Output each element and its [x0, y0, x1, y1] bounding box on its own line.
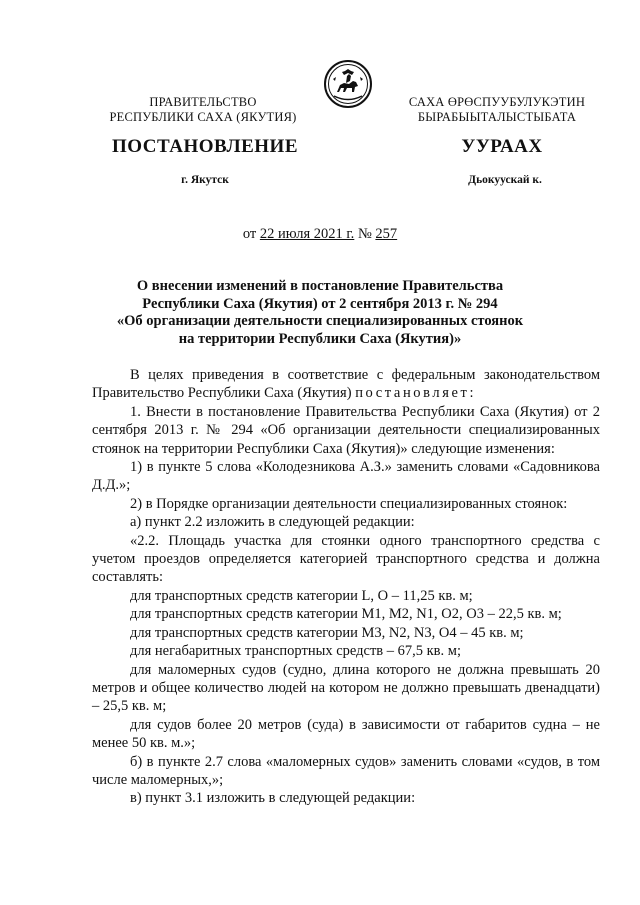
doc-type-russian: ПОСТАНОВЛЕНИЕ — [111, 136, 299, 157]
resolves-word: постановляет: — [355, 385, 477, 402]
issuer-line-2-yakut: БЫРАБЫЫТАЛЫСТЫБАТА — [417, 110, 577, 124]
preamble-text: В целях приведения в соответствие с федеральным законодательством Правительство Республики Саха (Якутия) — [92, 367, 600, 402]
paragraph-subitem-a: а) пункт 2.2 изложить в следующей редакции: — [130, 514, 415, 531]
paragraph-category-l-o: для транспортных средств категории L, О – 11,25 кв. м; — [130, 587, 473, 604]
issuer-line-2: РЕСПУБЛИКИ САХА (ЯКУТИЯ) — [109, 110, 297, 124]
preamble-paragraph — [92, 366, 600, 403]
document-date: 22 июля 2021 г. — [259, 226, 355, 242]
city-yakut: Дьокуускай к. — [468, 174, 542, 186]
city-russian: г. Якутск — [181, 174, 229, 186]
paragraph-category-m3: для транспортных средств категории М3, N2, N3, О4 – 45 кв. м; — [130, 624, 524, 641]
title-line-4: на территории Республики Саха (Якутия)» — [178, 330, 462, 347]
issuer-line-1: ПРАВИТЕЛЬСТВО — [149, 95, 257, 109]
title-line-2: Республики Саха (Якутия) от 2 сентября 2013 г. № 294 — [142, 295, 498, 312]
issuer-name-russian — [98, 95, 308, 125]
paragraph-oversized: для негабаритных транспортных средств – 67,5 кв. м; — [130, 643, 461, 660]
paragraph-large-vessels: для судов более 20 метров (суда) в зависимости от габаритов судна – не менее 50 кв. м.»; — [92, 716, 600, 752]
paragraph-category-m1: для транспортных средств категории М1, М2, N1, О2, О3 – 22,5 кв. м; — [130, 606, 562, 623]
paragraph-clause-2-2: «2.2. Площадь участка для стоянки одного транспортного средства с учетом проездов определяется категорией транспортного средства и должна составлять: — [92, 532, 600, 586]
document-body — [92, 366, 600, 808]
document-dateline — [0, 226, 640, 243]
paragraph-subitem-1: 1) в пункте 5 слова «Колодезникова А.З.» заменить словами «Садовникова Д.Д.»; — [92, 459, 600, 494]
issuer-line-1-yakut: САХА ӨРӨСПУУБУЛУКЭТИН — [408, 95, 586, 109]
document-title — [90, 278, 550, 348]
paragraph-item-1: 1. Внести в постановление Правительства Республики Саха (Якутия) от 2 сентября 2013 г. № 294 «Об организации деятельности специализированных стоянок на территории Республики Саха (Якутия)» следующие изменения: — [92, 403, 600, 457]
yakutia-emblem-icon — [322, 59, 374, 109]
title-line-3: «Об организации деятельности специализированных стоянок — [116, 313, 524, 329]
paragraph-subitem-b: б) в пункте 2.7 слова «маломерных судов» заменить словами «судов, в том числе маломерных,»; — [92, 753, 600, 788]
title-line-1: О внесении изменений в постановление Правительства — [136, 278, 504, 294]
document-number: 257 — [375, 226, 398, 242]
paragraph-subitem-2: 2) в Порядке организации деятельности специализированных стоянок: — [130, 495, 568, 512]
paragraph-subitem-v: в) пункт 3.1 изложить в следующей редакции: — [130, 790, 416, 807]
paragraph-small-vessels: для маломерных судов (судно, длина которого не должна превышать 20 метров и общее количество людей на котором не должно превышать двенадцати) – 25,5 кв. м; — [92, 661, 600, 715]
issuer-name-yakut — [392, 95, 602, 125]
dateline-prefix: от — [242, 226, 260, 242]
number-sign: № — [354, 226, 376, 242]
doc-type-yakut: УУРААХ — [461, 136, 543, 157]
